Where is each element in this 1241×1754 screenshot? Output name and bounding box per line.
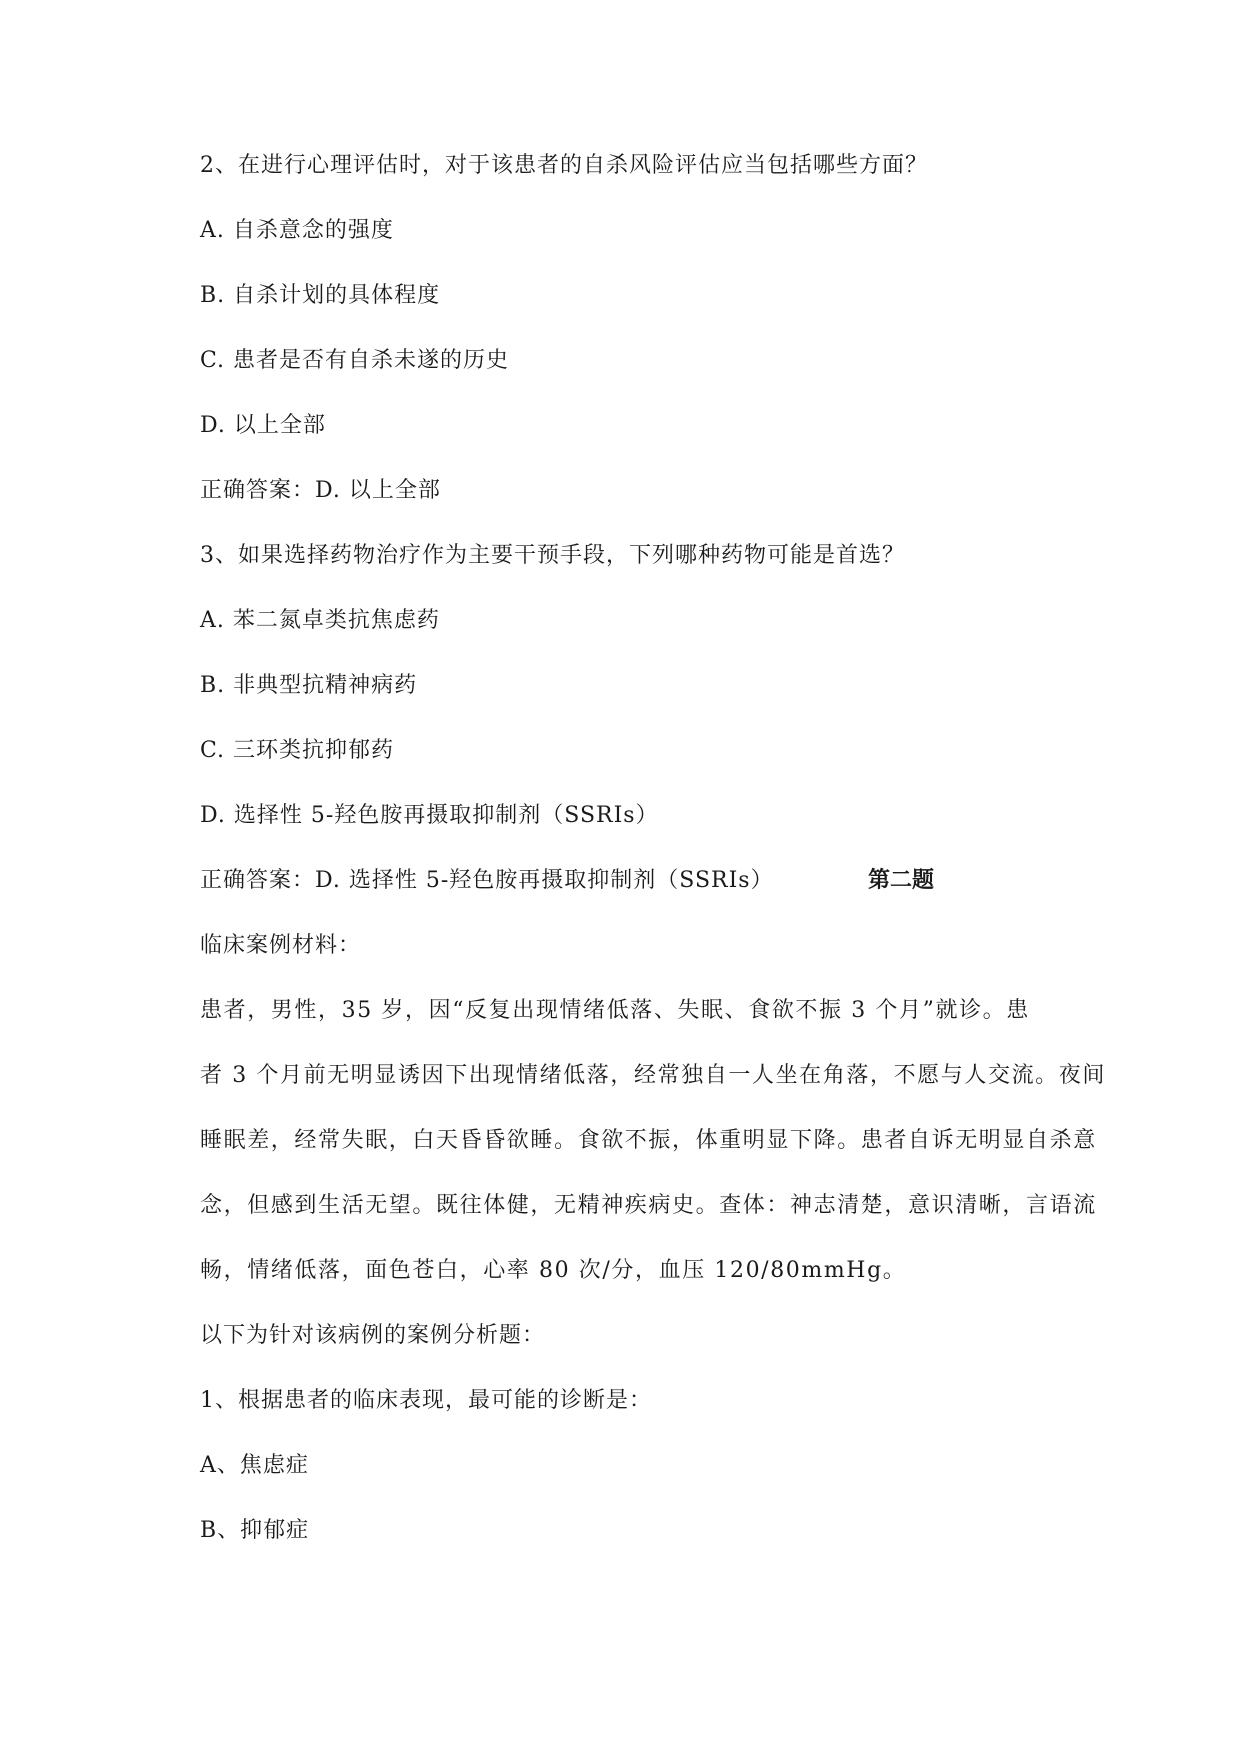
question-3-option-c: C. 三环类抗抑郁药: [200, 738, 395, 763]
section-2-question-1-text: 1、根据患者的临床表现，最可能的诊断是：: [200, 1388, 652, 1413]
question-2-answer: 正确答案：D. 以上全部: [200, 478, 441, 503]
case-paragraph-line-2: 者 3 个月前无明显诱因下出现情绪低落，经常独自一人坐在角落，不愿与人交流。夜间: [200, 1063, 1106, 1088]
question-3-answer: 正确答案：D. 选择性 5-羟色胺再摄取抑制剂（SSRIs）: [200, 868, 774, 893]
case-paragraph-line-5: 畅，情绪低落，面色苍白，心率 80 次/分，血压 120/80mmHg。: [200, 1258, 907, 1283]
question-2-option-a: A. 自杀意念的强度: [200, 218, 394, 243]
section-heading: 第二题: [868, 868, 935, 893]
question-3-option-d: D. 选择性 5-羟色胺再摄取抑制剂（SSRIs）: [200, 803, 659, 828]
section-2-question-1-option-b: B、抑郁症: [200, 1518, 310, 1543]
question-3-option-a: A. 苯二氮卓类抗焦虑药: [200, 608, 440, 633]
section-2-question-1-option-a: A、焦虑症: [200, 1453, 309, 1478]
case-paragraph-line-3: 睡眠差，经常失眠，白天昏昏欲睡。食欲不振，体重明显下降。患者自诉无明显自杀意: [200, 1128, 1097, 1153]
case-paragraph-line-1: 患者，男性，35 岁，因“反复出现情绪低落、失眠、食欲不振 3 个月”就诊。患: [200, 998, 1030, 1023]
question-3-option-b: B. 非典型抗精神病药: [200, 673, 418, 698]
case-paragraph-line-4: 念，但感到生活无望。既往体健，无精神疾病史。查体：神志清楚，意识清晰，言语流: [200, 1193, 1097, 1218]
question-3-text: 3、如果选择药物治疗作为主要干预手段，下列哪种药物可能是首选？: [200, 543, 905, 568]
case-analysis-intro: 以下为针对该病例的案例分析题：: [200, 1323, 546, 1348]
question-2-text: 2、在进行心理评估时，对于该患者的自杀风险评估应当包括哪些方面？: [200, 153, 928, 178]
question-2-option-c: C. 患者是否有自杀未遂的历史: [200, 348, 510, 373]
question-2-option-b: B. 自杀计划的具体程度: [200, 283, 441, 308]
question-2-option-d: D. 以上全部: [200, 413, 326, 438]
case-material-label: 临床案例材料：: [200, 933, 362, 958]
